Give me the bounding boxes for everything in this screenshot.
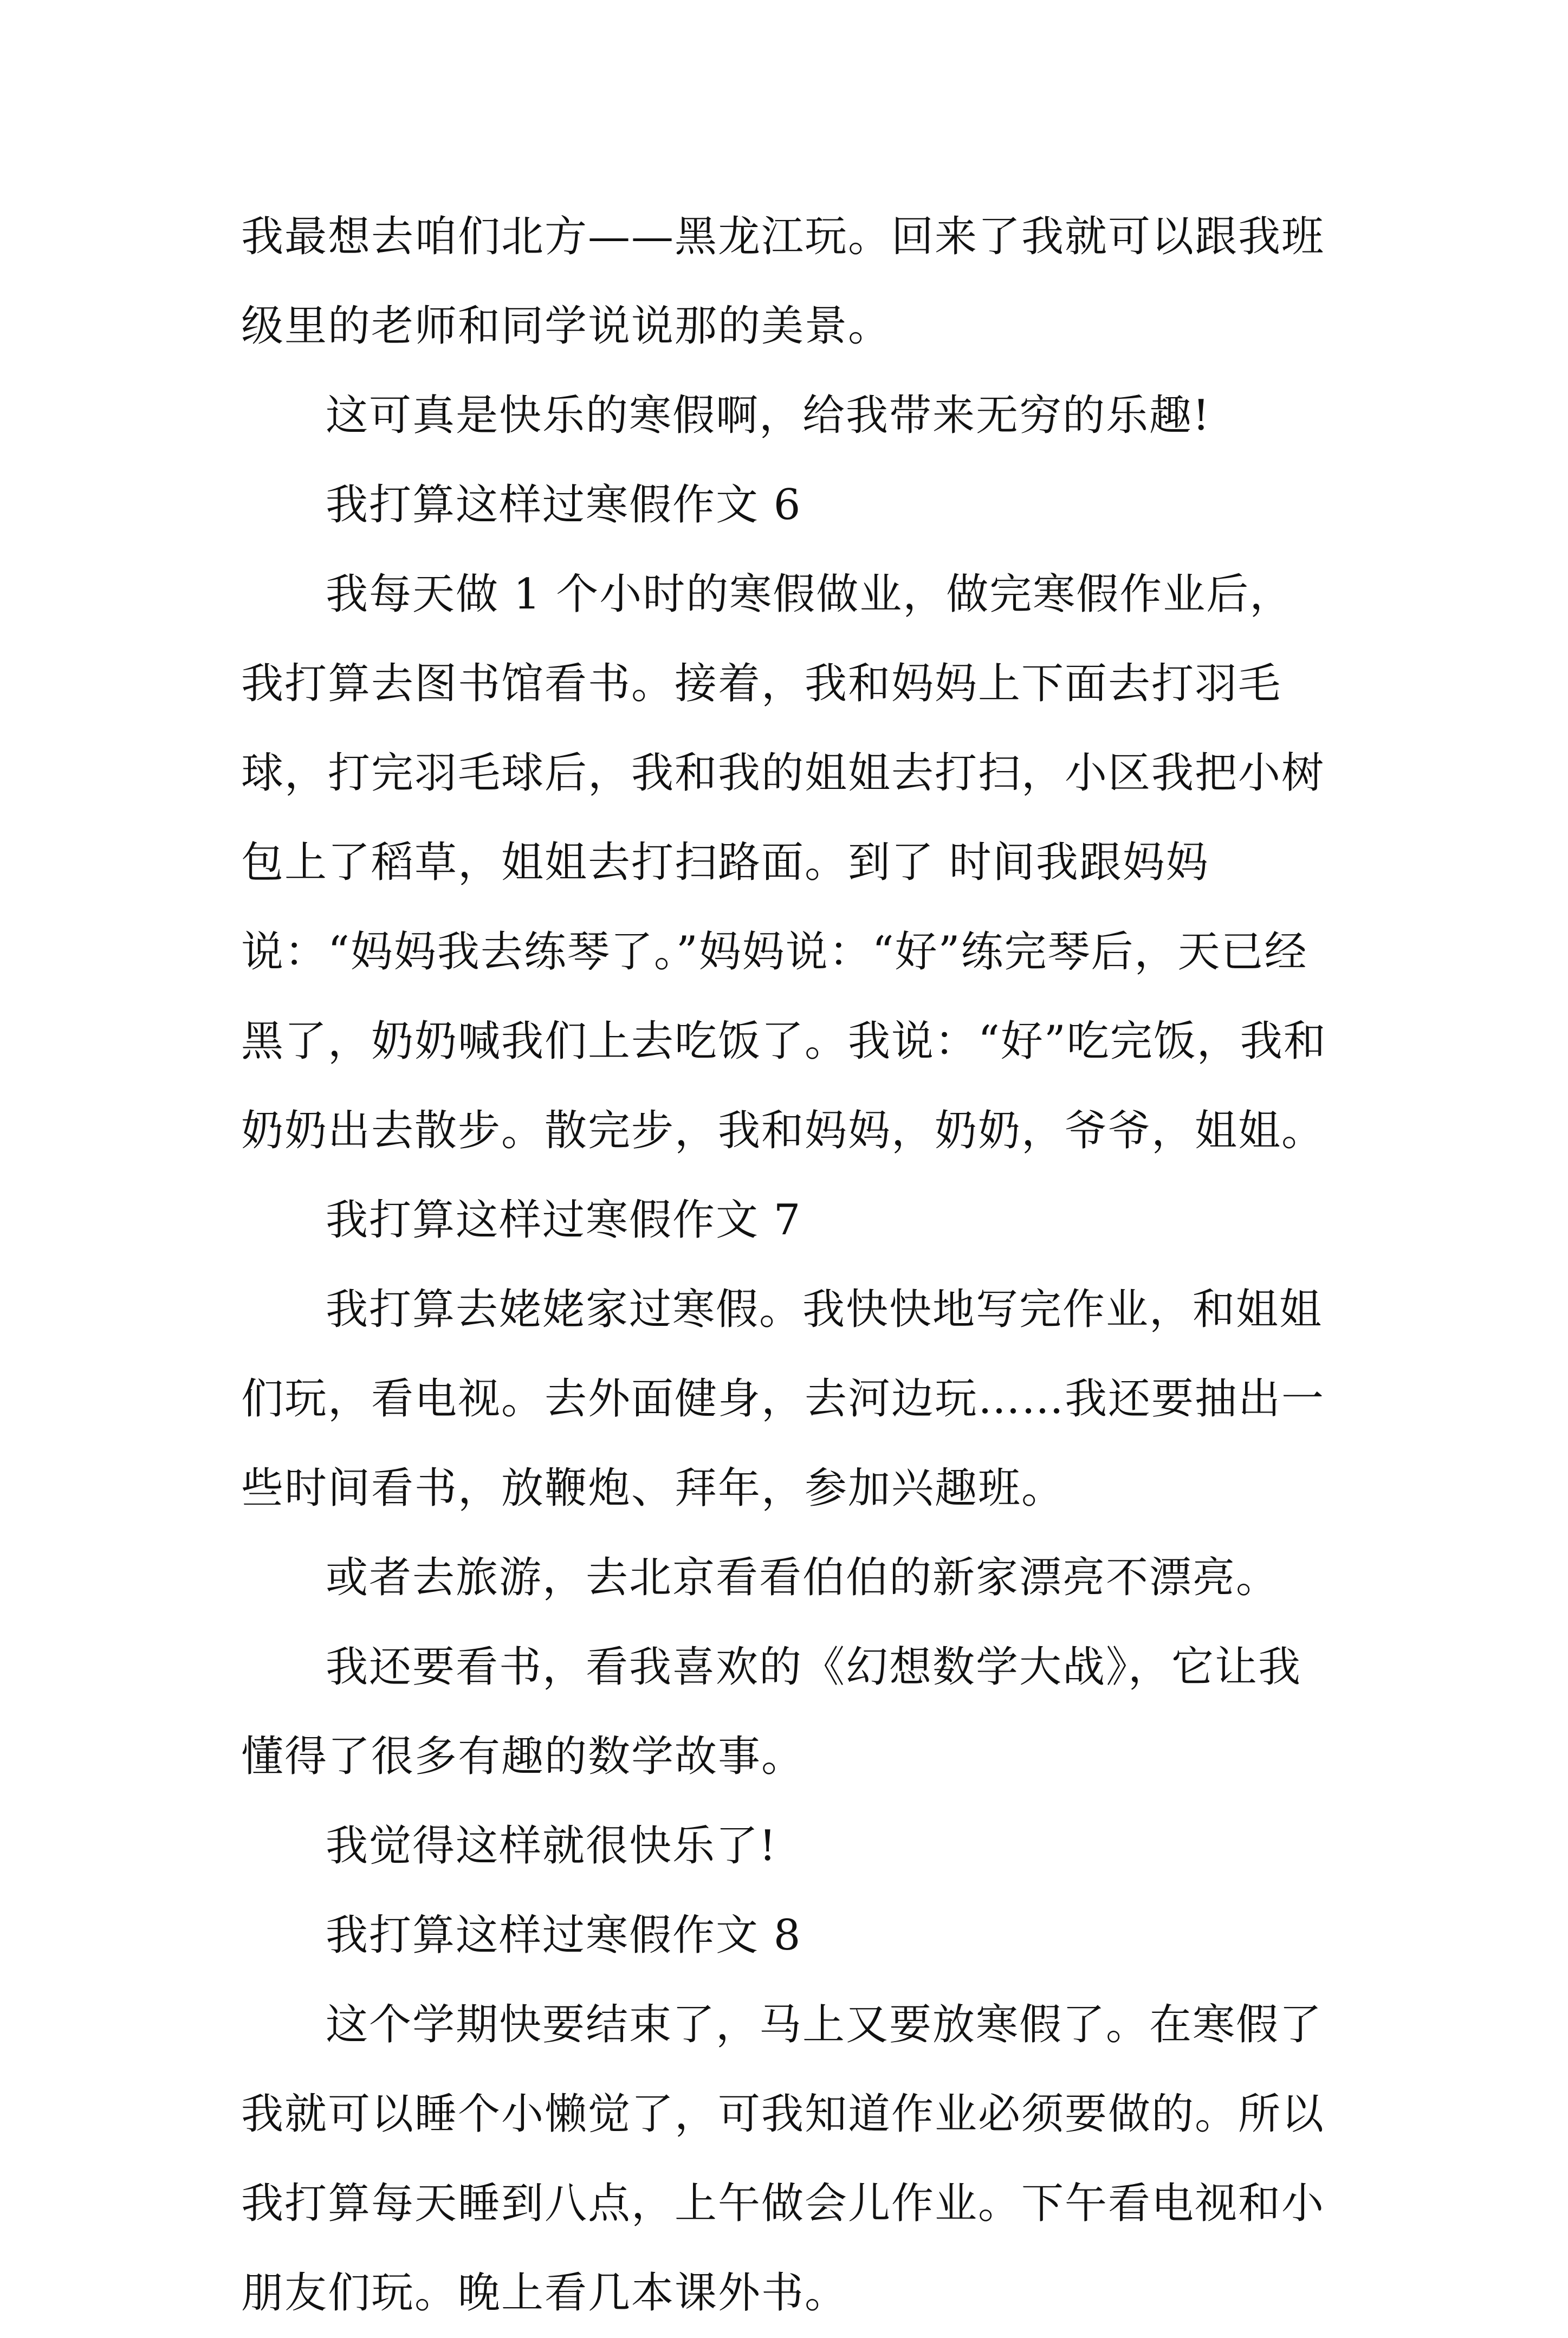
paragraph-continuation: 我最想去咱们北方——黑龙江玩。回来了我就可以跟我班级里的老师和同学说说那的美景。 — [241, 212, 1325, 351]
essay-heading-6: 我打算这样过寒假作文 6 — [326, 481, 802, 529]
essay-7-paragraph-3: 我还要看书，看我喜欢的《幻想数学大战》，它让我懂得了很多有趣的数学故事。 — [241, 1643, 1302, 1781]
essay-7-paragraph-1: 我打算去姥姥家过寒假。我快快地写完作业，和姐姐们玩，看电视。去外面健身，去河边玩……我还要抽出一些时间看书，放鞭炮、拜年，参加兴趣班。 — [241, 1285, 1325, 1513]
essay-heading-8: 我打算这样过寒假作文 8 — [326, 1911, 802, 1960]
essay-6-paragraph: 我每天做 1 个小时的寒假做业，做完寒假作业后，我打算去图书馆看书。接着，我和妈妈上下面去打羽毛球，打完羽毛球后，我和我的姐姐去打扫，小区我把小树包上了稻草，姐姐去打扫路面。到了 时间我跟妈妈说：“妈妈我去练琴了。”妈妈说：“好”练完琴后，天已经黑了，奶奶喊我们上去吃饭了。我说：“好”吃完饭，我和奶奶出去散步。散完步，我和妈妈，奶奶，爷爷，姐姐。 — [241, 570, 1327, 1155]
essay-7-paragraph-4: 我觉得这样就很快乐了! — [326, 1822, 777, 1870]
document-body — [241, 192, 1330, 2338]
paragraph-conclusion: 这可真是快乐的寒假啊，给我带来无穷的乐趣! — [326, 391, 1211, 440]
essay-heading-7: 我打算这样过寒假作文 7 — [326, 1196, 802, 1245]
essay-7-paragraph-2: 或者去旅游，去北京看看伯伯的新家漂亮不漂亮。 — [326, 1553, 1280, 1602]
essay-8-paragraph: 这个学期快要结束了，马上又要放寒假了。在寒假了我就可以睡个小懒觉了，可我知道作业必须要做的。所以我打算每天睡到八点，上午做会儿作业。下午看电视和小朋友们玩。晚上看几本课外书。 — [241, 2000, 1325, 2317]
